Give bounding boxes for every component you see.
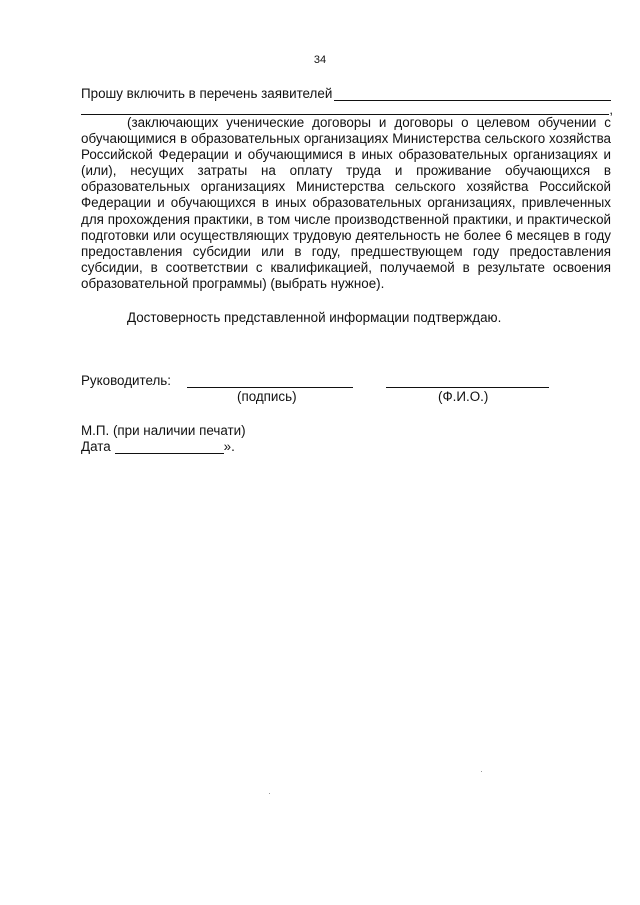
name-caption: (Ф.И.О.)	[438, 389, 489, 404]
scan-speck	[481, 771, 482, 772]
line-comma: ,	[609, 102, 613, 117]
signature-row	[81, 373, 601, 393]
name-blank-line	[386, 387, 549, 388]
applicant-blank-line	[334, 86, 611, 101]
applicant-blank-line-2	[81, 100, 613, 117]
signature-blank-line	[187, 387, 353, 388]
page-number: 34	[313, 54, 327, 66]
date-suffix: ».	[223, 439, 235, 454]
request-label: Прошу включить в перечень заявителей	[81, 86, 333, 101]
request-line	[81, 86, 611, 101]
applicant-description: (заключающих ученические договоры и договоры о целевом обучении с обучающимися в образовательных организациях Министерства сельского хозяйства Российской Федерации и обучающимися в иных образовательных организациях и (или), несущих затраты на оплату труда и проживание обучающихся в образовательных организациях Министерства сельского хозяйства Российской Федерации и обучающихся в иных образовательных организациях, привлеченных для прохождения практики, в том числе производственной практики, и практической подготовки или осуществляющих трудовую деятельность не более 6 месяцев в году предоставления субсидии или в году, предшествующем году предоставления субсидии, в соответствии с квалификацией, получаемой в результате освоения образовательной программы) (выбрать нужное).	[81, 115, 611, 291]
scan-speck	[269, 793, 270, 794]
signature-caption: (подпись)	[237, 389, 297, 404]
stamp-note: М.П. (при наличии печати)	[81, 423, 246, 438]
date-blank-line	[115, 439, 224, 454]
signatory-label: Руководитель:	[81, 373, 171, 388]
confirmation-statement: Достоверность представленной информации подтверждаю.	[127, 310, 502, 325]
date-row	[81, 439, 235, 454]
date-label: Дата	[81, 439, 111, 454]
